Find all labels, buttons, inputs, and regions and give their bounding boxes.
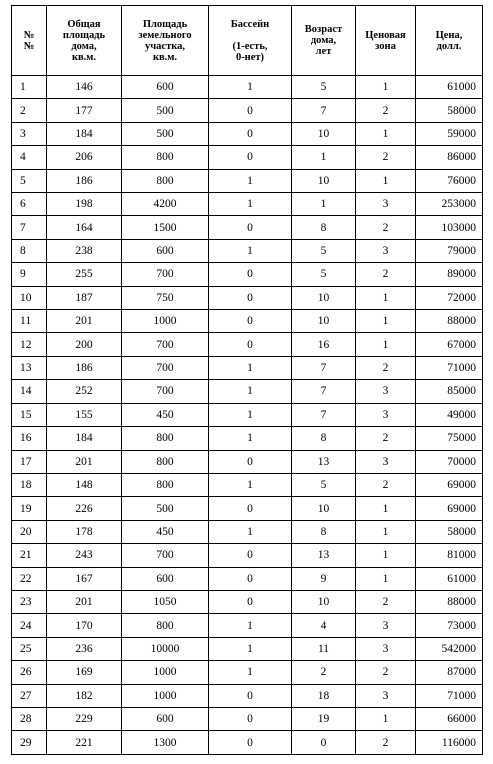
cell-house-age: 8: [292, 427, 356, 450]
cell-row-number: 15: [12, 403, 47, 426]
cell-price: 71000: [416, 684, 483, 707]
cell-price: 69000: [416, 497, 483, 520]
cell-pool: 0: [209, 286, 292, 309]
cell-land-area: 450: [122, 520, 209, 543]
cell-row-number: 25: [12, 637, 47, 660]
cell-price-zone: 1: [356, 122, 416, 145]
cell-row-number: 6: [12, 193, 47, 216]
cell-house-area: 184: [47, 122, 122, 145]
cell-house-age: 7: [292, 380, 356, 403]
cell-row-number: 14: [12, 380, 47, 403]
cell-land-area: 800: [122, 614, 209, 637]
cell-price-zone: 2: [356, 590, 416, 613]
cell-house-age: 16: [292, 333, 356, 356]
cell-row-number: 8: [12, 239, 47, 262]
header-row-number: № №: [12, 6, 47, 76]
cell-price: 88000: [416, 590, 483, 613]
cell-price: 542000: [416, 637, 483, 660]
cell-row-number: 4: [12, 146, 47, 169]
cell-house-area: 177: [47, 99, 122, 122]
cell-house-area: 243: [47, 544, 122, 567]
cell-price: 49000: [416, 403, 483, 426]
cell-price: 58000: [416, 99, 483, 122]
cell-land-area: 600: [122, 239, 209, 262]
cell-house-age: 10: [292, 169, 356, 192]
header-land-area: Площадь земельного участка, кв.м.: [122, 6, 209, 76]
cell-price: 70000: [416, 450, 483, 473]
cell-pool: 0: [209, 731, 292, 755]
cell-price-zone: 1: [356, 333, 416, 356]
cell-land-area: 4200: [122, 193, 209, 216]
cell-price: 71000: [416, 356, 483, 379]
cell-pool: 0: [209, 497, 292, 520]
cell-land-area: 10000: [122, 637, 209, 660]
cell-house-area: 221: [47, 731, 122, 755]
cell-house-age: 4: [292, 614, 356, 637]
cell-land-area: 1000: [122, 684, 209, 707]
table-row: [12, 263, 483, 286]
cell-land-area: 700: [122, 356, 209, 379]
cell-house-age: 5: [292, 263, 356, 286]
cell-price-zone: 2: [356, 99, 416, 122]
cell-house-age: 2: [292, 661, 356, 684]
cell-land-area: 500: [122, 497, 209, 520]
cell-row-number: 19: [12, 497, 47, 520]
cell-price: 67000: [416, 333, 483, 356]
cell-land-area: 1050: [122, 590, 209, 613]
cell-row-number: 18: [12, 473, 47, 496]
cell-pool: 0: [209, 544, 292, 567]
cell-row-number: 1: [12, 76, 47, 99]
cell-price-zone: 1: [356, 520, 416, 543]
cell-house-area: 178: [47, 520, 122, 543]
table-row: [12, 637, 483, 660]
cell-house-area: 169: [47, 661, 122, 684]
cell-price-zone: 3: [356, 450, 416, 473]
cell-house-age: 10: [292, 122, 356, 145]
cell-house-age: 7: [292, 403, 356, 426]
table-row: [12, 590, 483, 613]
cell-pool: 1: [209, 473, 292, 496]
table-row: [12, 380, 483, 403]
cell-price-zone: 3: [356, 614, 416, 637]
cell-price: 69000: [416, 473, 483, 496]
table-row: [12, 544, 483, 567]
cell-row-number: 10: [12, 286, 47, 309]
cell-price: 76000: [416, 169, 483, 192]
cell-land-area: 700: [122, 263, 209, 286]
cell-price: 116000: [416, 731, 483, 755]
cell-price: 87000: [416, 661, 483, 684]
cell-row-number: 23: [12, 590, 47, 613]
cell-land-area: 800: [122, 427, 209, 450]
table-row: [12, 239, 483, 262]
cell-price-zone: 3: [356, 380, 416, 403]
cell-house-age: 1: [292, 146, 356, 169]
cell-land-area: 450: [122, 403, 209, 426]
cell-house-age: 10: [292, 590, 356, 613]
cell-land-area: 500: [122, 122, 209, 145]
cell-row-number: 2: [12, 99, 47, 122]
cell-house-area: 226: [47, 497, 122, 520]
cell-price: 73000: [416, 614, 483, 637]
header-price-zone: Ценовая зона: [356, 6, 416, 76]
cell-pool: 1: [209, 403, 292, 426]
cell-row-number: 13: [12, 356, 47, 379]
cell-price: 75000: [416, 427, 483, 450]
header-pool: Бассейн (1-есть, 0-нет): [209, 6, 292, 76]
cell-house-area: 155: [47, 403, 122, 426]
table-row: [12, 333, 483, 356]
cell-pool: 0: [209, 684, 292, 707]
cell-price-zone: 1: [356, 286, 416, 309]
cell-row-number: 12: [12, 333, 47, 356]
cell-pool: 1: [209, 380, 292, 403]
cell-price: 61000: [416, 567, 483, 590]
cell-land-area: 800: [122, 146, 209, 169]
cell-house-age: 5: [292, 76, 356, 99]
cell-house-area: 236: [47, 637, 122, 660]
cell-pool: 1: [209, 520, 292, 543]
cell-price-zone: 2: [356, 661, 416, 684]
cell-pool: 0: [209, 310, 292, 333]
cell-row-number: 28: [12, 707, 47, 730]
table-row: [12, 169, 483, 192]
cell-house-area: 201: [47, 590, 122, 613]
cell-pool: 0: [209, 216, 292, 239]
cell-price-zone: 1: [356, 707, 416, 730]
cell-land-area: 750: [122, 286, 209, 309]
cell-row-number: 16: [12, 427, 47, 450]
cell-pool: 0: [209, 99, 292, 122]
cell-land-area: 1500: [122, 216, 209, 239]
cell-price-zone: 3: [356, 193, 416, 216]
table-row: [12, 520, 483, 543]
cell-row-number: 21: [12, 544, 47, 567]
cell-price-zone: 3: [356, 239, 416, 262]
table-row: [12, 707, 483, 730]
cell-row-number: 20: [12, 520, 47, 543]
cell-house-area: 229: [47, 707, 122, 730]
cell-price-zone: 2: [356, 216, 416, 239]
cell-price: 61000: [416, 76, 483, 99]
cell-house-area: 198: [47, 193, 122, 216]
table-row: [12, 684, 483, 707]
cell-house-area: 170: [47, 614, 122, 637]
cell-price: 66000: [416, 707, 483, 730]
cell-row-number: 3: [12, 122, 47, 145]
cell-house-age: 7: [292, 99, 356, 122]
cell-land-area: 1000: [122, 310, 209, 333]
cell-price: 59000: [416, 122, 483, 145]
table-row: [12, 661, 483, 684]
cell-house-age: 0: [292, 731, 356, 755]
cell-house-age: 1: [292, 193, 356, 216]
cell-house-age: 8: [292, 216, 356, 239]
cell-pool: 1: [209, 427, 292, 450]
cell-price-zone: 2: [356, 146, 416, 169]
cell-house-age: 18: [292, 684, 356, 707]
cell-row-number: 9: [12, 263, 47, 286]
cell-price: 72000: [416, 286, 483, 309]
cell-pool: 0: [209, 146, 292, 169]
cell-house-area: 252: [47, 380, 122, 403]
cell-row-number: 5: [12, 169, 47, 192]
cell-land-area: 800: [122, 169, 209, 192]
table-body: [12, 76, 483, 755]
table-row: [12, 731, 483, 755]
cell-pool: 0: [209, 707, 292, 730]
header-row: [12, 6, 483, 76]
cell-pool: 1: [209, 637, 292, 660]
cell-land-area: 800: [122, 473, 209, 496]
cell-price-zone: 2: [356, 356, 416, 379]
cell-price-zone: 1: [356, 169, 416, 192]
cell-price: 253000: [416, 193, 483, 216]
cell-house-area: 187: [47, 286, 122, 309]
cell-price-zone: 3: [356, 403, 416, 426]
cell-house-area: 182: [47, 684, 122, 707]
cell-row-number: 7: [12, 216, 47, 239]
cell-price-zone: 2: [356, 473, 416, 496]
table-row: [12, 310, 483, 333]
cell-pool: 1: [209, 356, 292, 379]
cell-price: 58000: [416, 520, 483, 543]
header-house-age: Возраст дома, лет: [292, 6, 356, 76]
cell-land-area: 700: [122, 544, 209, 567]
cell-pool: 1: [209, 169, 292, 192]
cell-pool: 0: [209, 122, 292, 145]
cell-house-age: 13: [292, 450, 356, 473]
table-row: [12, 146, 483, 169]
table-row: [12, 122, 483, 145]
cell-house-age: 13: [292, 544, 356, 567]
cell-pool: 0: [209, 333, 292, 356]
cell-price-zone: 1: [356, 310, 416, 333]
cell-house-age: 7: [292, 356, 356, 379]
cell-house-area: 148: [47, 473, 122, 496]
cell-price: 79000: [416, 239, 483, 262]
cell-land-area: 500: [122, 99, 209, 122]
cell-house-age: 10: [292, 310, 356, 333]
cell-land-area: 600: [122, 76, 209, 99]
table-row: [12, 216, 483, 239]
cell-pool: 1: [209, 614, 292, 637]
cell-house-age: 10: [292, 286, 356, 309]
cell-row-number: 22: [12, 567, 47, 590]
table-row: [12, 614, 483, 637]
cell-house-area: 200: [47, 333, 122, 356]
cell-house-area: 186: [47, 169, 122, 192]
cell-price-zone: 3: [356, 637, 416, 660]
table-row: [12, 450, 483, 473]
table-row: [12, 99, 483, 122]
cell-pool: 1: [209, 193, 292, 216]
header-house-area: Общая площадь дома, кв.м.: [47, 6, 122, 76]
cell-land-area: 700: [122, 333, 209, 356]
table-row: [12, 567, 483, 590]
cell-pool: 0: [209, 450, 292, 473]
cell-price-zone: 1: [356, 497, 416, 520]
cell-row-number: 17: [12, 450, 47, 473]
cell-house-area: 238: [47, 239, 122, 262]
cell-house-area: 186: [47, 356, 122, 379]
house-prices-table: [11, 5, 483, 755]
cell-pool: 0: [209, 263, 292, 286]
cell-pool: 1: [209, 76, 292, 99]
cell-land-area: 1000: [122, 661, 209, 684]
cell-house-age: 9: [292, 567, 356, 590]
cell-house-area: 206: [47, 146, 122, 169]
cell-house-area: 164: [47, 216, 122, 239]
cell-house-age: 11: [292, 637, 356, 660]
cell-price-zone: 1: [356, 76, 416, 99]
cell-price: 89000: [416, 263, 483, 286]
cell-row-number: 29: [12, 731, 47, 755]
cell-house-age: 5: [292, 473, 356, 496]
cell-pool: 1: [209, 661, 292, 684]
cell-house-age: 19: [292, 707, 356, 730]
cell-house-area: 255: [47, 263, 122, 286]
cell-house-area: 184: [47, 427, 122, 450]
cell-land-area: 800: [122, 450, 209, 473]
cell-price-zone: 2: [356, 263, 416, 286]
cell-house-age: 10: [292, 497, 356, 520]
header-price: Цена, долл.: [416, 6, 483, 76]
table-row: [12, 427, 483, 450]
cell-land-area: 600: [122, 567, 209, 590]
cell-price: 85000: [416, 380, 483, 403]
cell-price: 81000: [416, 544, 483, 567]
cell-pool: 0: [209, 567, 292, 590]
cell-house-area: 201: [47, 450, 122, 473]
cell-row-number: 24: [12, 614, 47, 637]
table-row: [12, 473, 483, 496]
cell-house-age: 8: [292, 520, 356, 543]
table-row: [12, 497, 483, 520]
cell-price: 88000: [416, 310, 483, 333]
cell-land-area: 600: [122, 707, 209, 730]
cell-price-zone: 2: [356, 427, 416, 450]
cell-row-number: 11: [12, 310, 47, 333]
cell-house-area: 167: [47, 567, 122, 590]
table-row: [12, 193, 483, 216]
table-row: [12, 286, 483, 309]
cell-house-area: 201: [47, 310, 122, 333]
cell-land-area: 700: [122, 380, 209, 403]
cell-pool: 0: [209, 590, 292, 613]
cell-price: 86000: [416, 146, 483, 169]
cell-house-age: 5: [292, 239, 356, 262]
cell-price: 103000: [416, 216, 483, 239]
cell-price-zone: 3: [356, 684, 416, 707]
cell-row-number: 27: [12, 684, 47, 707]
cell-row-number: 26: [12, 661, 47, 684]
cell-price-zone: 1: [356, 567, 416, 590]
table-row: [12, 356, 483, 379]
cell-land-area: 1300: [122, 731, 209, 755]
table-row: [12, 403, 483, 426]
table-row: [12, 76, 483, 99]
cell-pool: 1: [209, 239, 292, 262]
cell-price-zone: 1: [356, 544, 416, 567]
cell-house-area: 146: [47, 76, 122, 99]
cell-price-zone: 2: [356, 731, 416, 755]
